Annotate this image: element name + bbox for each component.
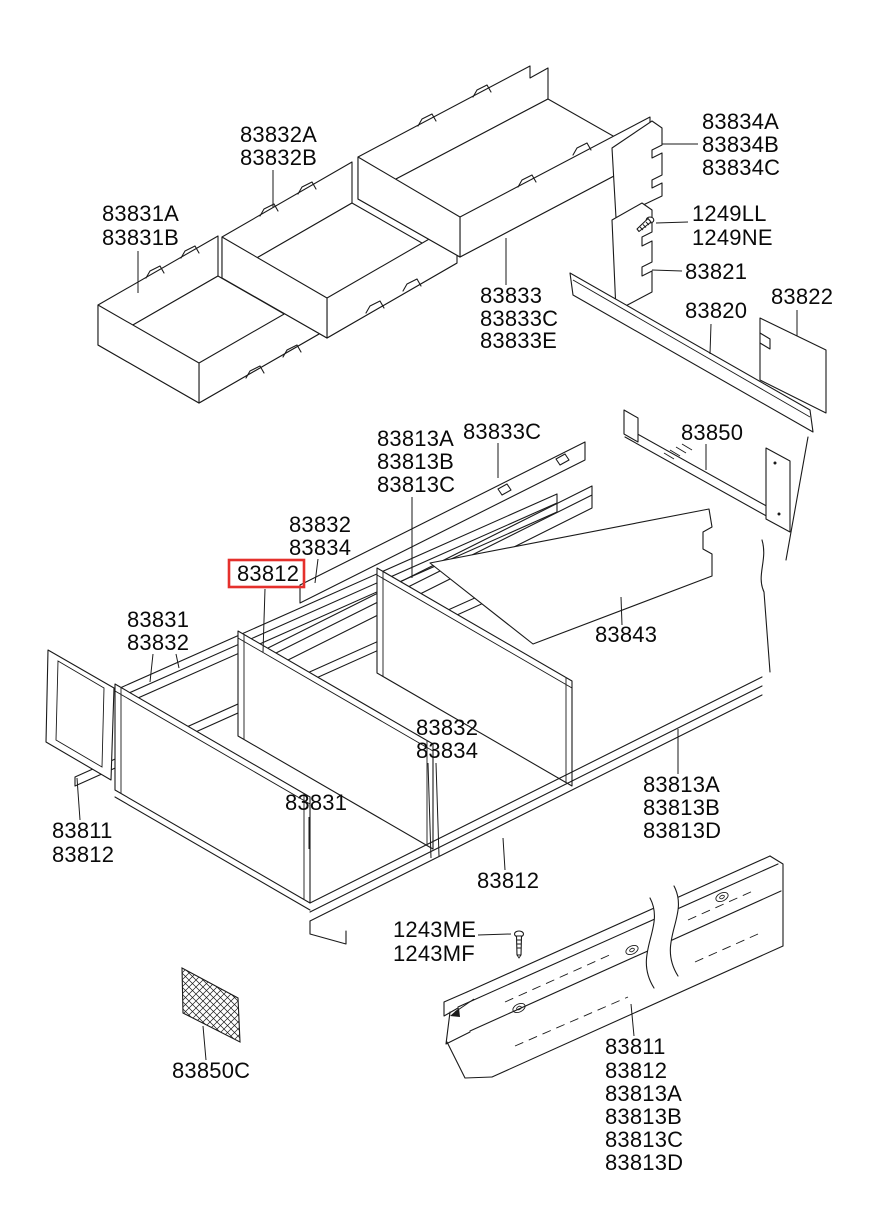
screw-1243-icon	[515, 931, 524, 958]
label-83832A[interactable]: 83832A	[240, 122, 318, 147]
label-sill-83813A[interactable]: 83813A	[605, 1081, 683, 1106]
label-83832B[interactable]: 83832B	[240, 145, 318, 170]
label-83813A-right[interactable]: 83813A	[643, 772, 721, 797]
label-83833C-rail[interactable]: 83833C	[463, 419, 542, 444]
label-sill-83811[interactable]: 83811	[605, 1034, 666, 1059]
label-83834A[interactable]: 83834A	[702, 109, 780, 134]
label-83843[interactable]: 83843	[595, 622, 658, 647]
label-83822[interactable]: 83822	[771, 284, 834, 309]
label-83820[interactable]: 83820	[685, 298, 748, 323]
label-83834-lower[interactable]: 83834	[416, 738, 479, 763]
label-83833E[interactable]: 83833E	[480, 328, 558, 353]
label-83813D-right[interactable]: 83813D	[643, 818, 722, 843]
label-83812-left[interactable]: 83812	[52, 842, 115, 867]
label-83850C[interactable]: 83850C	[172, 1058, 251, 1083]
net-83850c-drawing	[182, 968, 240, 1042]
label-83850[interactable]: 83850	[681, 420, 744, 445]
label-83812-bottom[interactable]: 83812	[477, 868, 540, 893]
label-83832-left[interactable]: 83832	[127, 630, 190, 655]
label-sill-83813D[interactable]: 83813D	[605, 1150, 684, 1175]
label-sill-83813B[interactable]: 83813B	[605, 1104, 683, 1129]
label-83832-lower[interactable]: 83832	[416, 715, 479, 740]
label-83833C[interactable]: 83833C	[480, 306, 559, 331]
label-83831-divider[interactable]: 83831	[285, 790, 348, 815]
label-83832-mid[interactable]: 83832	[289, 512, 352, 537]
label-83834-mid[interactable]: 83834	[289, 535, 352, 560]
label-83834C[interactable]: 83834C	[702, 155, 781, 180]
label-1249NE[interactable]: 1249NE	[692, 225, 773, 250]
left-end-frame-drawing	[46, 650, 114, 780]
label-83813B-top[interactable]: 83813B	[377, 449, 455, 474]
label-83831B[interactable]: 83831B	[102, 225, 180, 250]
label-83831A[interactable]: 83831A	[102, 201, 180, 226]
label-83813A-top[interactable]: 83813A	[377, 426, 455, 451]
label-83834B[interactable]: 83834B	[702, 132, 780, 157]
label-83833[interactable]: 83833	[480, 283, 543, 308]
upper-right-tray-drawing	[358, 66, 650, 257]
label-83813C-top[interactable]: 83813C	[377, 472, 456, 497]
label-sill-83813C[interactable]: 83813C	[605, 1127, 684, 1152]
label-1249LL[interactable]: 1249LL	[692, 201, 767, 226]
label-83813B-right[interactable]: 83813B	[643, 795, 721, 820]
label-83821[interactable]: 83821	[685, 259, 748, 284]
label-sill-83812[interactable]: 83812	[605, 1058, 668, 1083]
label-1243MF[interactable]: 1243MF	[393, 941, 475, 966]
label-83811-left[interactable]: 83811	[52, 818, 113, 843]
label-83831-left[interactable]: 83831	[127, 607, 190, 632]
label-83812-highlighted[interactable]: 83812	[237, 561, 300, 586]
label-1243ME[interactable]: 1243ME	[393, 917, 477, 942]
